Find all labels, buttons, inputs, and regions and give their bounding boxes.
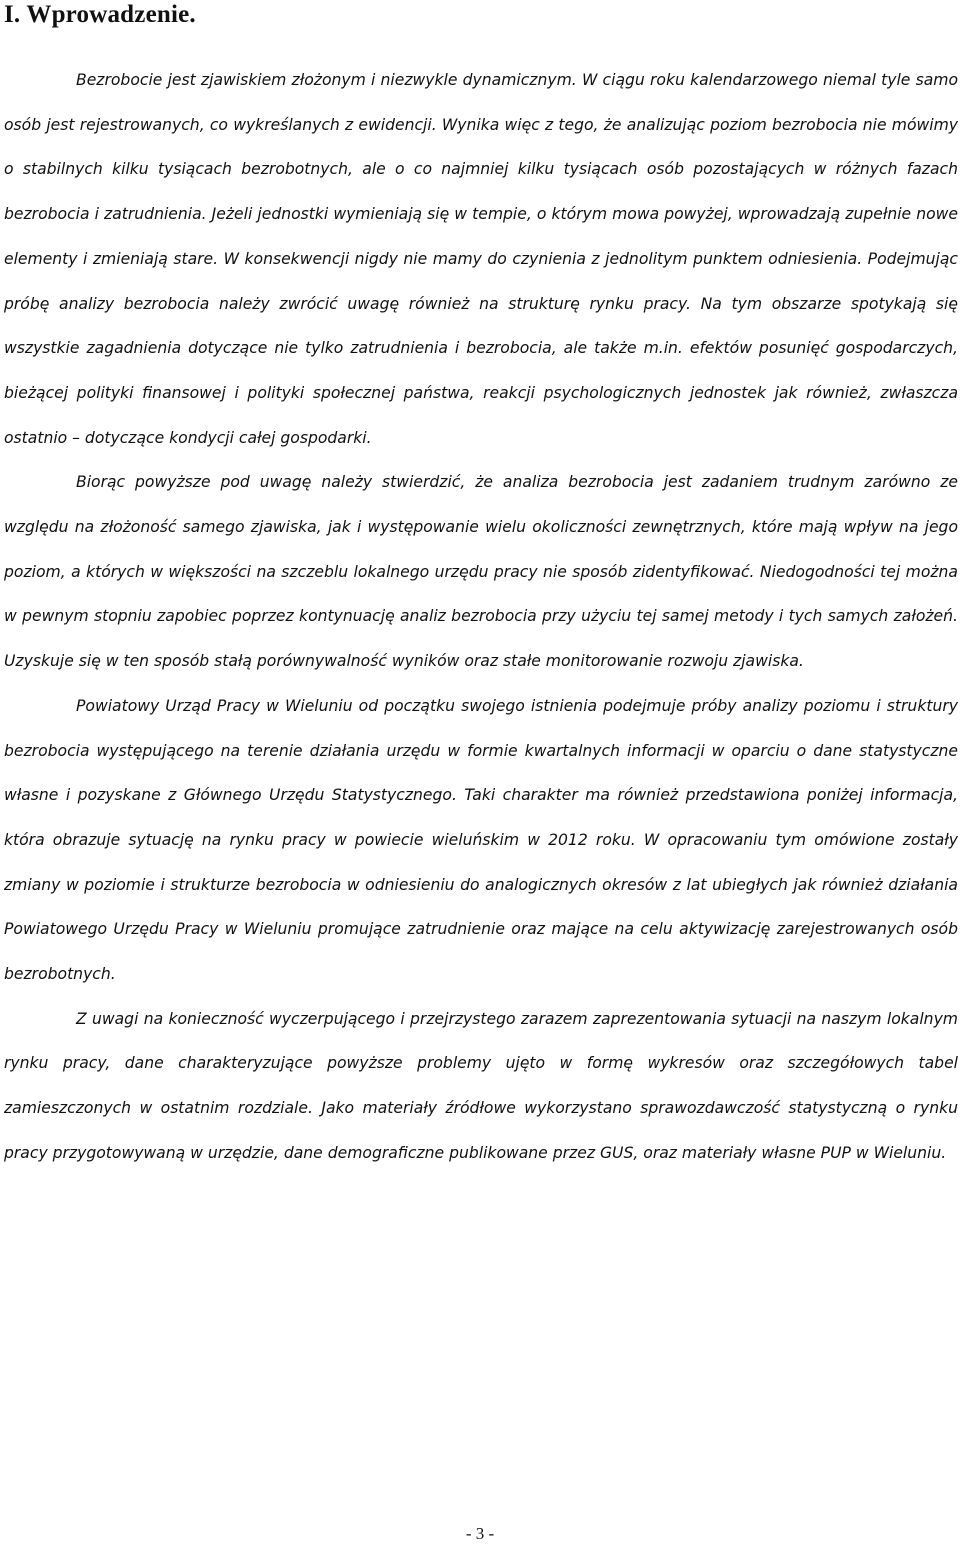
paragraph: Z uwagi na konieczność wyczerpującego i przejrzystego zarazem zaprezentowania sytuacji na naszym lokalnym rynku pracy, dane charakteryzujące powyższe problemy ujęto w formę wykresów oraz szczegółowych tabel zamieszczonych w ostatnim rozdziale. Jako materiały źródłowe wykorzystano sprawozdawczość statystyczną o rynku pracy przygotowywaną w urzędzie, dane demograficzne publikowane przez GUS, oraz materiały własne PUP w Wieluniu.: [4, 1009, 958, 1162]
body-text: [4, 58, 958, 1176]
paragraph: Powiatowy Urząd Pracy w Wieluniu od początku swojego istnienia podejmuje próby analizy poziomu i struktury bezrobocia występującego na terenie działania urzędu w formie kwartalnych informacji w oparciu o dane statystyczne własne i pozyskane z Głównego Urzędu Statystycznego. Taki charakter ma również przedstawiona poniżej informacja, która obrazuje sytuację na rynku pracy w powiecie wieluńskim w 2012 roku. W opracowaniu tym omówione zostały zmiany w poziomie i strukturze bezrobocia w odniesieniu do analogicznych okresów z lat ubiegłych jak również działania Powiatowego Urzędu Pracy w Wieluniu promujące zatrudnienie oraz mające na celu aktywizację zarejestrowanych osób bezrobotnych.: [4, 696, 958, 984]
page-number: - 3 -: [465, 1524, 495, 1543]
paragraph: Bezrobocie jest zjawiskiem złożonym i niezwykle dynamicznym. W ciągu roku kalendarzowego niemal tyle samo osób jest rejestrowanych, co wykreślanych z ewidencji. Wynika więc z tego, że analizując poziom bezrobocia nie mówimy o stabilnych kilku tysiącach bezrobotnych, ale o co najmniej kilku tysiącach osób pozostających w różnych fazach bezrobocia i zatrudnienia. Jeżeli jednostki wymieniają się w tempie, o którym mowa powyżej, wprowadzają zupełnie nowe elementy i zmieniają stare. W konsekwencji nigdy nie mamy do czynienia z jednolitym punktem odniesienia. Podejmując próbę analizy bezrobocia należy zwrócić uwagę również na strukturę rynku pracy. Na tym obszarze spotykają się wszystkie zagadnienia dotyczące nie tylko zatrudnienia i bezrobocia, ale także m.in. efektów posunięć gospodarczych, bieżącej polityki finansowej i polityki społecznej państwa, reakcji psychologicznych jednostek jak również, zwłaszcza ostatnio – dotyczące kondycji całej gospodarki.: [4, 71, 958, 447]
paragraph: Biorąc powyższe pod uwagę należy stwierdzić, że analiza bezrobocia jest zadaniem trudnym zarówno ze względu na złożoność samego zjawiska, jak i występowanie wielu okoliczności zewnętrznych, które mają wpływ na jego poziom, a których w większości na szczeblu lokalnego urzędu pracy nie sposób zidentyfikować. Niedogodności tej można w pewnym stopniu zapobiec poprzez kontynuację analiz bezrobocia przy użyciu tej samej metody i tych samych założeń. Uzyskuje się w ten sposób stałą porównywalność wyników oraz stałe monitorowanie rozwoju zjawiska.: [4, 473, 958, 671]
section-heading: I. Wprowadzenie.: [4, 1, 196, 28]
